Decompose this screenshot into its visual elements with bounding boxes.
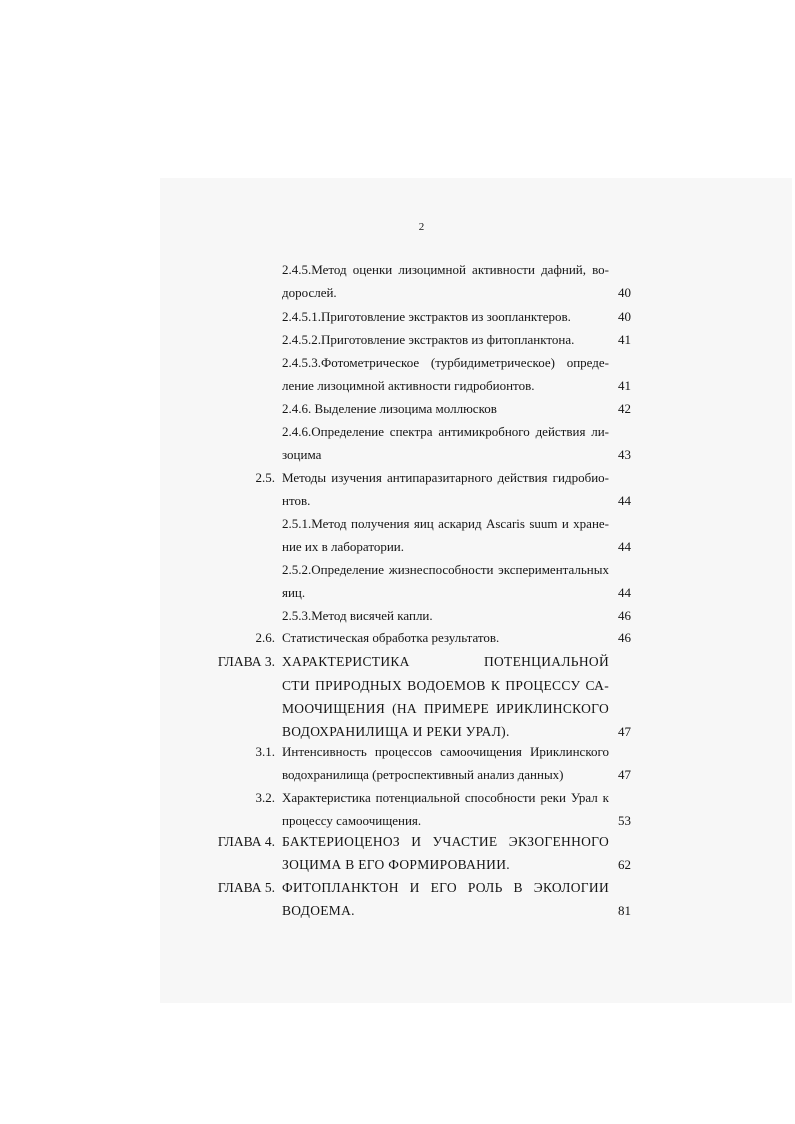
toc-entry-line: МООЧИЩЕНИЯ (НА ПРИМЕРЕ ИРИКЛИНСКОГО bbox=[282, 701, 609, 716]
page-number: 2 bbox=[418, 221, 425, 233]
toc-entry-line: процессу самоочищения. bbox=[282, 813, 422, 828]
toc-page-number: 40 bbox=[618, 309, 631, 324]
toc-entry-line: ние их в лаборатории. bbox=[282, 539, 405, 554]
toc-entry-line: ление лизоцимной активности гидробионтов. bbox=[282, 378, 535, 393]
toc-entry-line: Статистическая обработка результатов. bbox=[282, 630, 500, 645]
toc-page-number: 40 bbox=[618, 285, 631, 300]
toc-entry-line: нтов. bbox=[282, 493, 311, 508]
toc-entry-line: 2.4.5.Метод оценки лизоцимной активности дафний, во- bbox=[282, 262, 609, 277]
toc-entry-number: 3.2. bbox=[255, 790, 275, 805]
toc-page-number: 44 bbox=[618, 493, 631, 508]
toc-entry-number: ГЛАВА 4. bbox=[217, 834, 275, 849]
toc-page-number: 41 bbox=[618, 332, 631, 347]
toc-page-number: 46 bbox=[618, 630, 631, 645]
toc-entry-line: ВОДОЕМА. bbox=[282, 903, 355, 918]
toc-entry-line: 2.4.5.2.Приготовление экстрактов из фитопланктона. bbox=[282, 332, 575, 347]
toc-entry-line: СТИ ПРИРОДНЫХ ВОДОЕМОВ К ПРОЦЕССУ СА- bbox=[282, 678, 609, 693]
toc-entry-line: дорослей. bbox=[282, 285, 337, 300]
toc-entry-number: 2.5. bbox=[255, 470, 275, 485]
toc-page-number: 62 bbox=[618, 857, 631, 872]
toc-entry-number: ГЛАВА 5. bbox=[217, 880, 275, 895]
toc-entry-line: 2.5.3.Метод висячей капли. bbox=[282, 608, 433, 623]
toc-entry-line: ЗОЦИМА В ЕГО ФОРМИРОВАНИИ. bbox=[282, 857, 510, 872]
toc-entry-line: Характеристика потенциальной способности реки Урал к bbox=[282, 790, 609, 805]
toc-page-number: 47 bbox=[618, 767, 631, 782]
toc-page-number: 44 bbox=[618, 585, 631, 600]
toc-page-number: 47 bbox=[618, 724, 631, 739]
toc-entry-line: 2.5.1.Метод получения яиц аскарид Ascaris suum и хране- bbox=[282, 516, 609, 531]
toc-page-number: 81 bbox=[618, 903, 631, 918]
toc-entry-line: водохранилища (ретроспективный анализ данных) bbox=[282, 767, 564, 782]
toc-entry-line: 2.4.5.1.Приготовление экстрактов из зоопланктеров. bbox=[282, 309, 571, 324]
toc-page-number: 44 bbox=[618, 539, 631, 554]
toc-entry-line: 2.4.6.Определение спектра антимикробного действия ли- bbox=[282, 424, 609, 439]
toc-page-number: 41 bbox=[618, 378, 631, 393]
toc-entry-line: ФИТОПЛАНКТОН И ЕГО РОЛЬ В ЭКОЛОГИИ bbox=[282, 880, 609, 895]
toc-entry-line: 2.4.6. Выделение лизоцима моллюсков bbox=[282, 401, 497, 416]
toc-entry-line: ХАРАКТЕРИСТИКА ПОТЕНЦИАЛЬНОЙ bbox=[282, 654, 609, 669]
toc-entry-line: 2.5.2.Определение жизнеспособности экспериментальных bbox=[282, 562, 609, 577]
toc-page-number: 43 bbox=[618, 447, 631, 462]
toc-entry-number: 2.6. bbox=[255, 630, 275, 645]
toc-entry-line: зоцима bbox=[282, 447, 322, 462]
toc-page-number: 53 bbox=[618, 813, 631, 828]
toc-entry-line: Интенсивность процессов самоочищения Ириклинского bbox=[282, 744, 609, 759]
toc-page-number: 46 bbox=[618, 608, 631, 623]
toc-entry-number: 3.1. bbox=[255, 744, 275, 759]
toc-entry-number: ГЛАВА 3. bbox=[217, 654, 275, 669]
toc-entry-line: яиц. bbox=[282, 585, 306, 600]
toc-entry-line: БАКТЕРИОЦЕНОЗ И УЧАСТИЕ ЭКЗОГЕННОГО bbox=[282, 834, 609, 849]
toc-entry-line: ВОДОХРАНИЛИЩА И РЕКИ УРАЛ). bbox=[282, 724, 510, 739]
toc-entry-line: 2.4.5.3.Фотометрическое (турбидиметрическое) опреде- bbox=[282, 355, 609, 370]
toc-page-number: 42 bbox=[618, 401, 631, 416]
toc-entry-line: Методы изучения антипаразитарного действия гидробио- bbox=[282, 470, 609, 485]
